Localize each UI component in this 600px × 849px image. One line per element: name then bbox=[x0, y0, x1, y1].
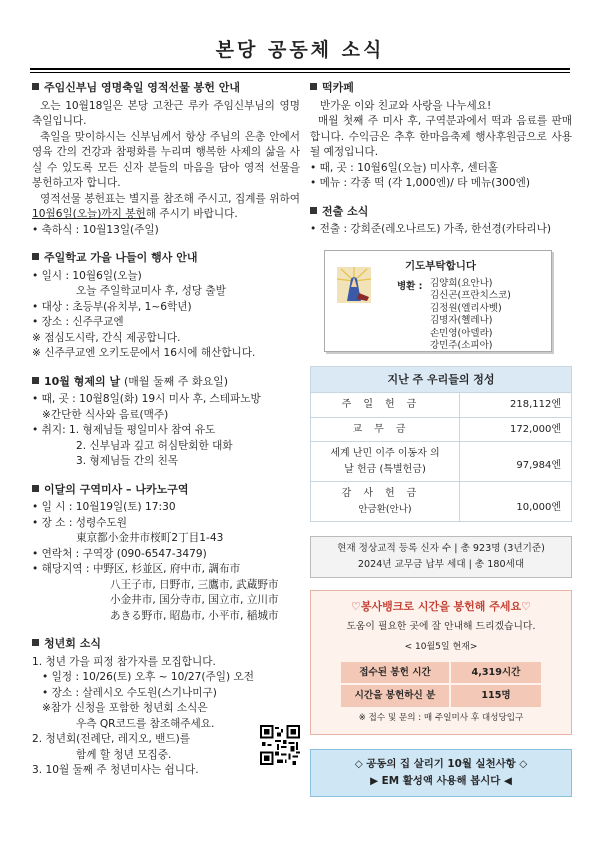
prayer-names bbox=[430, 278, 511, 353]
list-item: • 일정 : 10/26(토) 오후 ~ 10/27(주일) 오전 bbox=[42, 671, 254, 683]
section-title: 전출 소식 bbox=[310, 204, 572, 220]
list-item: 오늘 주일학교미사 후, 성당 출발 bbox=[76, 285, 226, 297]
list-item: 1. 청년 가을 피정 참가자를 모집합니다. bbox=[32, 655, 216, 668]
table-cell-label: 감사헌금 안금환(안나) bbox=[311, 482, 460, 521]
list-item: 우측 QR코드를 참조해주세요. bbox=[76, 717, 215, 730]
list-item: • 장 소 : 성령수도원 bbox=[32, 516, 127, 529]
title-rule-thin bbox=[30, 72, 570, 73]
list-item: • 장소 : 살레시오 수도원(스기나미구) bbox=[42, 686, 217, 699]
list-item: • 해당지역 : 中野区, 杉並区, 府中市, 調布市 bbox=[32, 563, 241, 575]
paragraph: 축일을 맞이하시는 신부님께서 항상 주님의 은총 안에서 영육 간의 건강과 참평화를 누리며 행복한 사제의 삶을 사실 수 있도록 모든 신자 분들의 마음을 담아 영적 선물을 봉헌하고자 합니다. bbox=[32, 130, 300, 189]
common-home-action: ▶ EM 활성액 사용해 봅시다 ◀ bbox=[370, 775, 512, 787]
table-cell-label: 주일헌금 bbox=[311, 393, 460, 417]
list-item: 김정원(엘리사벳) bbox=[430, 302, 502, 314]
volunteer-bank-box bbox=[310, 590, 572, 735]
volunteer-subtitle: 도움이 필요한 곳에 잘 안내해 드리겠습니다. bbox=[346, 620, 536, 632]
square-bullet-icon bbox=[310, 207, 317, 214]
table-cell-label: 세계 난민 이주 이동자 의 날 헌금 (특별헌금) bbox=[311, 442, 460, 481]
common-home-box bbox=[310, 749, 572, 797]
list-item: • 축하식 : 10월13일(주일) bbox=[32, 223, 159, 236]
square-bullet-icon bbox=[310, 83, 317, 90]
list-item: • 대상 : 초등부(유치부, 1~6학년) bbox=[32, 300, 192, 313]
section-title: 10월 형제의 날 (매월 둘째 주 화요일) bbox=[32, 374, 300, 390]
volunteer-contact: ※ 접수 및 문의 : 매 주일미사 후 대성당입구 bbox=[358, 712, 524, 723]
member-stats-box bbox=[310, 536, 572, 578]
praying-hands-icon bbox=[337, 267, 371, 303]
list-item: あきる野市, 昭島市, 小平市, 稲城市 bbox=[110, 609, 279, 622]
common-home-title: ◇ 공동의 집 살리기 10월 실천사항 ◇ bbox=[354, 758, 528, 770]
list-item: • 메뉴 : 각종 떡 (각 1,000엔)/ 타 메뉴(300엔) bbox=[310, 177, 530, 189]
list-item: 3. 형제님들 간의 친목 bbox=[76, 455, 179, 467]
list-item: • 장소 : 신주쿠교엔 bbox=[32, 316, 124, 328]
list-item: 2. 신부님과 깊고 허심탄회한 대화 bbox=[76, 439, 233, 452]
list-item: • 일시 : 10월6일(오늘) bbox=[32, 269, 142, 282]
square-bullet-icon bbox=[32, 639, 39, 646]
list-item: 八王子市, 日野市, 三鷹市, 武蔵野市 bbox=[110, 578, 279, 591]
left-column bbox=[32, 80, 300, 791]
offering-table bbox=[310, 366, 572, 523]
address: 東京都小金井市桜町2丁目1-43 bbox=[76, 532, 224, 544]
list-item: ※ 점심도시락, 간식 제공합니다. bbox=[32, 331, 181, 344]
volunteer-title: ♡봉사뱅크로 시간을 봉헌해 주세요♡ bbox=[351, 600, 531, 613]
offering-title: 지난 주 우리들의 정성 bbox=[310, 366, 572, 394]
list-item: 함께 할 청년 모집중. bbox=[76, 748, 172, 761]
section-title: 주임신부님 영명축일 영적선물 봉헌 안내 bbox=[32, 80, 300, 96]
paragraph: 영적선물 봉헌표는 별지를 참조해 주시고, 집계를 위하여 10월6일(오늘)까지 봉헌해 주시기 바랍니다. bbox=[32, 192, 300, 220]
list-item: 김양희(요안나) bbox=[430, 277, 493, 289]
stat-line: 현재 정상교적 등록 신자 수 | 총 923명 (3년기준) bbox=[337, 543, 545, 554]
list-item: ※참가 신청을 포함한 청년회 소식은 bbox=[42, 702, 208, 714]
list-item: 김신곤(프란치스코) bbox=[430, 290, 511, 301]
page-header bbox=[0, 35, 600, 66]
prayer-label: 병환 : bbox=[397, 280, 423, 292]
list-item: 3. 10월 둘째 주 청년미사는 쉽니다. bbox=[32, 764, 199, 776]
list-item: • 전출 : 강희준(레오나르도) 가족, 한선경(카타리나) bbox=[310, 223, 551, 235]
qr-code-icon[interactable] bbox=[260, 725, 300, 765]
volunteer-date: < 10월5일 현재> bbox=[404, 642, 478, 652]
table-row bbox=[310, 482, 572, 522]
list-item: 손민영(아델라) bbox=[430, 327, 493, 339]
list-item: 강민주(소피아) bbox=[430, 340, 493, 351]
right-column bbox=[310, 80, 572, 797]
list-item: • 때, 곳 : 10월6일(오늘) 미사후, 센터홀 bbox=[310, 161, 499, 174]
square-bullet-icon bbox=[32, 377, 39, 384]
list-item: • 연락처 : 구역장 (090-6547-3479) bbox=[32, 547, 207, 560]
table-cell-value: 218,112엔 bbox=[509, 399, 561, 410]
paragraph: 매월 첫째 주 미사 후, 구역분과에서 떡과 음료를 판매합니다. 수익금은 추후 한마음축제 행사후원금으로 사용될 예정입니다. bbox=[310, 115, 572, 158]
list-item: 김명자(헬레나) bbox=[430, 315, 493, 326]
table-cell-label: 교무금 bbox=[311, 418, 460, 442]
table-cell-value: 172,000엔 bbox=[509, 423, 561, 435]
list-item: 小金井市, 国分寺市, 国立市, 立川市 bbox=[110, 594, 279, 606]
section-sunday-school bbox=[32, 250, 300, 362]
section-feast-day bbox=[32, 80, 300, 238]
section-title: 주일학교 가을 나들이 행사 안내 bbox=[32, 250, 300, 266]
paragraph: 오는 10월18일은 본당 고찬근 루카 주임신부님의 영명축일입니다. bbox=[32, 99, 300, 127]
table-row bbox=[310, 418, 572, 443]
title-rule-thick bbox=[30, 68, 570, 70]
section-title: 이달의 구역미사 – 나카노구역 bbox=[32, 482, 300, 498]
list-item: ※간단한 식사와 음료(맥주) bbox=[42, 408, 169, 421]
list-item: ※ 신주쿠교엔 오키도문에서 16시에 해산합니다. bbox=[32, 347, 256, 359]
section-district-mass bbox=[32, 482, 300, 625]
section-youth bbox=[32, 636, 300, 779]
table-row bbox=[310, 393, 572, 418]
list-item: • 취지: 1. 형제님들 평일미사 참여 유도 bbox=[32, 424, 216, 436]
list-item: • 일 시 : 10월19일(토) 17:30 bbox=[32, 501, 176, 513]
stat-line: 2024년 교무금 납부 세대 | 총 180세대 bbox=[357, 559, 525, 570]
square-bullet-icon bbox=[32, 83, 39, 90]
page-title: 본당 공동체 소식 bbox=[215, 39, 385, 61]
list-item: 2. 청년회(전례단, 레지오, 밴드)를 bbox=[32, 733, 191, 745]
section-title: 떡카페 bbox=[310, 80, 572, 96]
underlined-deadline: 10월6일(오늘)까지 봉헌 bbox=[32, 208, 146, 220]
list-item: 반가운 이와 친교와 사랑을 나누세요! bbox=[320, 99, 492, 112]
square-bullet-icon bbox=[32, 485, 39, 492]
volunteer-table bbox=[341, 662, 541, 707]
section-transfer bbox=[310, 204, 572, 238]
section-brothers-day bbox=[32, 374, 300, 470]
prayer-title: 기도부탁합니다 bbox=[405, 259, 477, 272]
prayer-request-box bbox=[324, 250, 552, 352]
table-cell-value: 97,984엔 bbox=[516, 460, 561, 471]
table-row: 시간을 봉헌하신 분 115명 bbox=[341, 685, 541, 707]
list-item: • 때, 곳 : 10월8일(화) 19시 미사 후, 스테파노방 bbox=[32, 393, 261, 405]
table-row: 접수된 봉헌 시간 4,319시간 bbox=[341, 662, 541, 684]
square-bullet-icon bbox=[32, 253, 39, 260]
table-cell-value: 10,000엔 bbox=[516, 502, 561, 513]
section-title: 청년회 소식 bbox=[32, 636, 300, 652]
table-row bbox=[310, 442, 572, 482]
section-rice-cake-cafe bbox=[310, 80, 572, 192]
